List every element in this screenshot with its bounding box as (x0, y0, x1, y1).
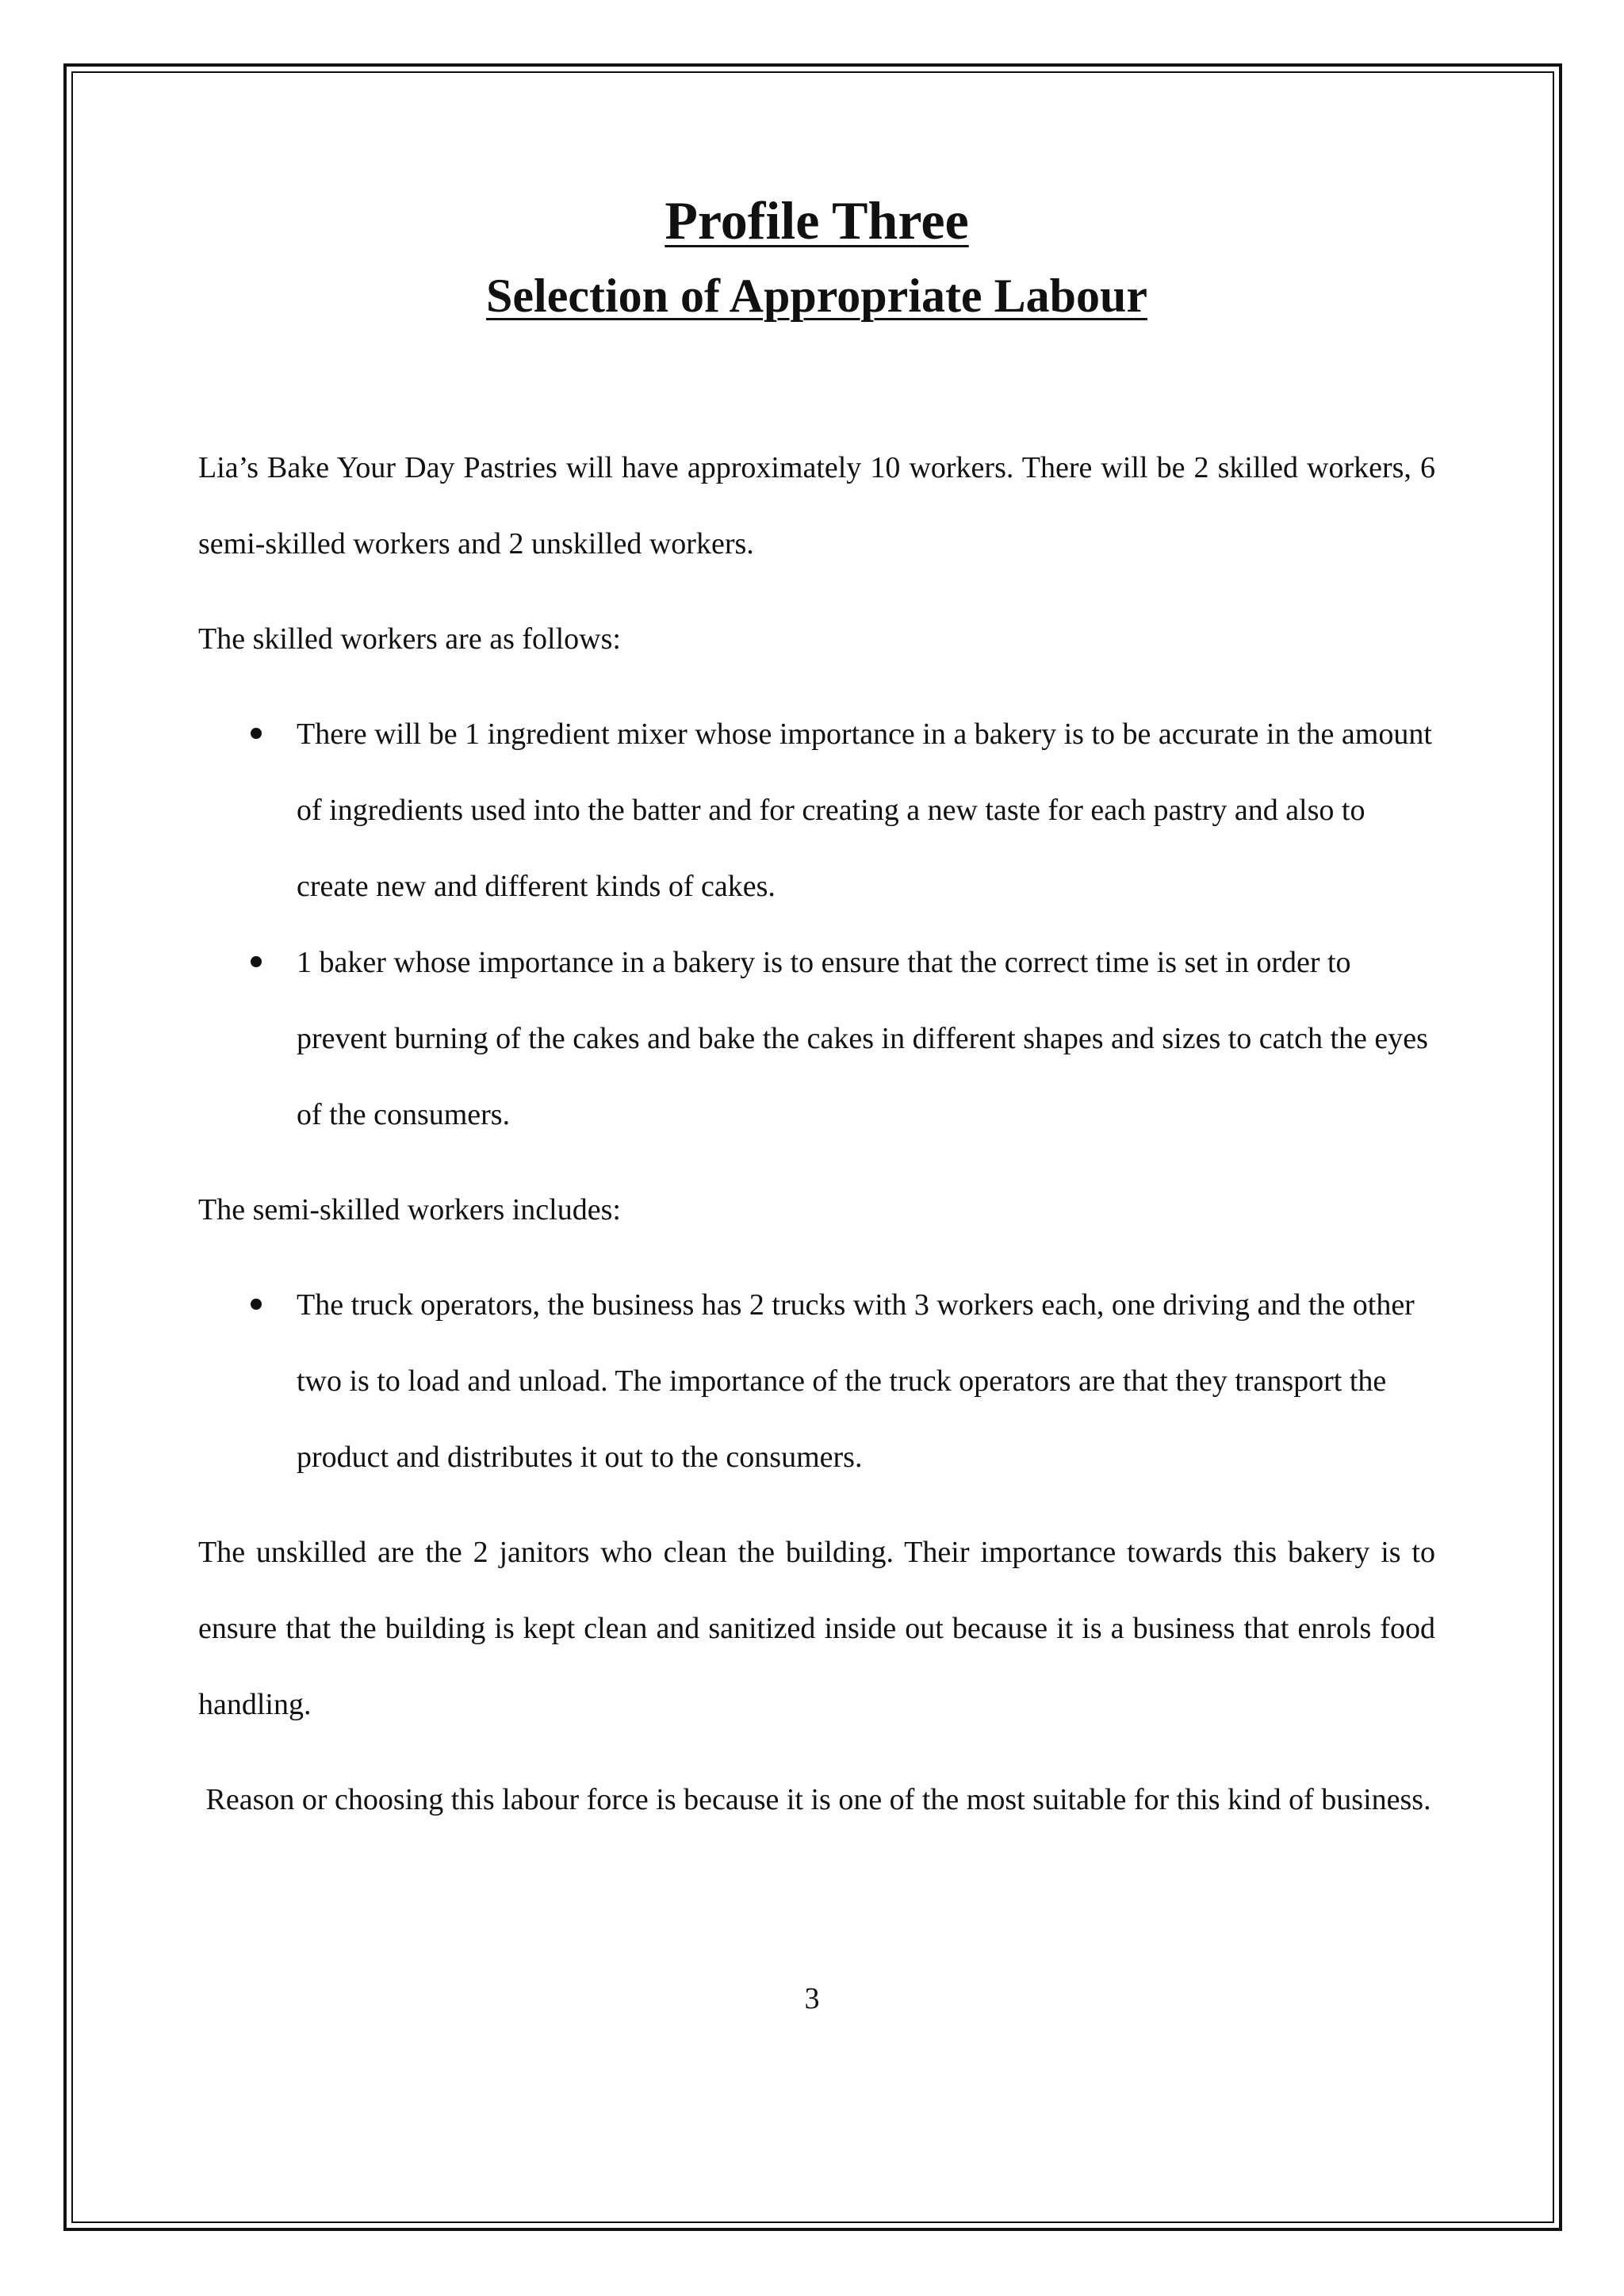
bullet-icon (251, 1299, 262, 1310)
page-number: 3 (804, 1982, 820, 2015)
document-body (198, 181, 1435, 1838)
list-item (198, 696, 1435, 924)
list-item (198, 924, 1435, 1153)
skilled-heading: The skilled workers are as follows: (198, 622, 621, 656)
semi-skilled-heading: The semi-skilled workers includes: (198, 1193, 621, 1226)
list-item-text: There will be 1 ingredient mixer whose importance in a bakery is to be accurate in the amount of ingredients used into the batter and for creating a new taste for each pastry and also to create new and different kinds of cakes. (297, 718, 1432, 903)
skilled-list (198, 696, 1435, 1153)
list-item (198, 1267, 1435, 1495)
list-item-text: 1 baker whose importance in a bakery is to ensure that the correct time is set in order to prevent burning of the cakes and bake the cakes in different shapes and sizes to catch the eyes of the consumers. (297, 946, 1428, 1131)
list-item-text: The truck operators, the business has 2 trucks with 3 workers each, one driving and the other two is to load and unload. The importance of the truck operators are that they transport the product and distributes it out to the consumers. (297, 1288, 1415, 1474)
intro-paragraph: Lia’s Bake Your Day Pastries will have approximately 10 workers. There will be 2 skilled workers, 6 semi-skilled workers and 2 unskilled workers. (198, 451, 1435, 561)
document-title: Profile Three (665, 190, 969, 251)
unskilled-paragraph: The unskilled are the 2 janitors who clean the building. Their importance towards this bakery is to ensure that the building is kept clean and sanitized inside out because it is a business that enrols food handling. (198, 1536, 1435, 1721)
document-subtitle: Selection of Appropriate Labour (486, 270, 1147, 322)
reason-paragraph: Reason or choosing this labour force is because it is one of the most suitable for this kind of business. (198, 1783, 1431, 1816)
bullet-icon (251, 956, 262, 967)
bullet-icon (251, 728, 262, 739)
semi-skilled-list (198, 1267, 1435, 1495)
